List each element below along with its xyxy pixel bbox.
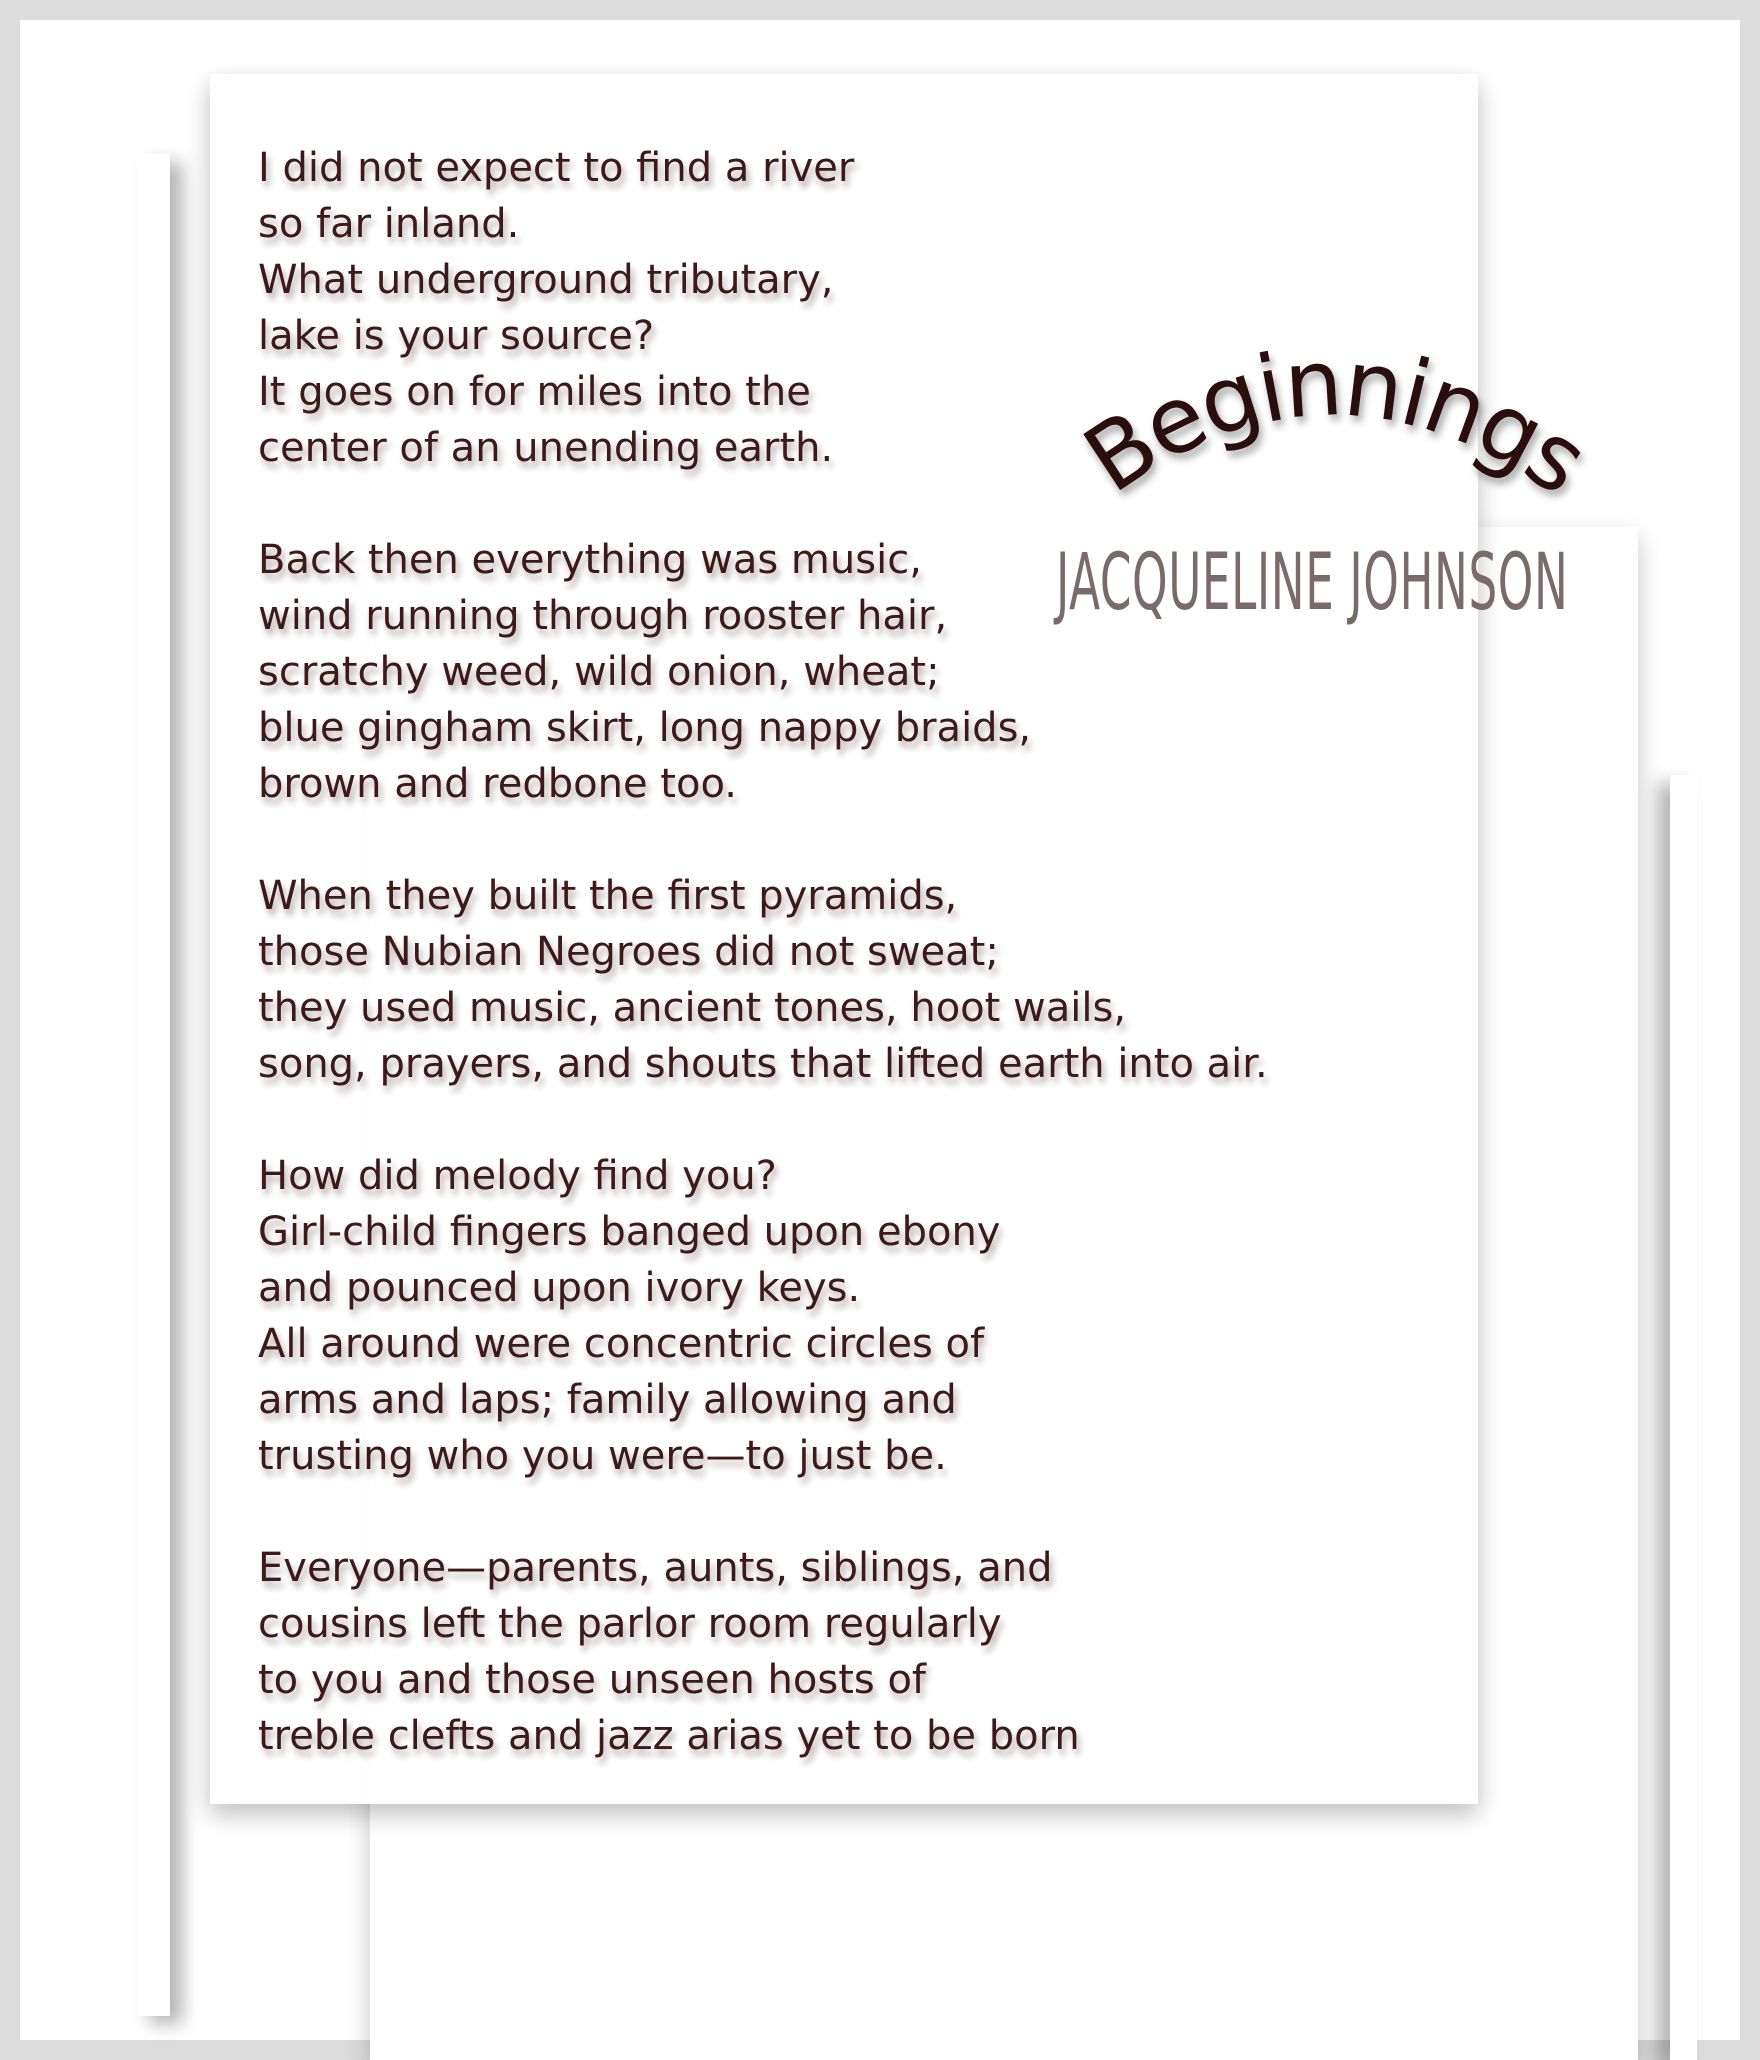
poem-line: lake is your source? xyxy=(258,313,655,359)
poem-line: What underground tributary, xyxy=(258,257,834,303)
poem-line: I did not expect to find a river xyxy=(258,145,855,191)
poem-line: Back then everything was music, xyxy=(258,537,922,583)
poem-line: so far inland. xyxy=(258,201,520,247)
poem-line: When they built the first pyramids, xyxy=(258,873,958,919)
poem-line: Everyone—parents, aunts, siblings, and xyxy=(258,1545,1053,1591)
poem-line: cousins left the parlor room regularly xyxy=(258,1601,1002,1647)
poem-line: trusting who you were—to just be. xyxy=(258,1433,947,1479)
poem-stanza-5 xyxy=(258,1540,1458,1764)
poem-line: treble clefts and jazz arias yet to be born xyxy=(258,1713,1080,1759)
poem-title-arc xyxy=(1060,329,1620,540)
poem-line: How did melody find you? xyxy=(258,1153,777,1199)
poem-line: song, prayers, and shouts that lifted earth into air. xyxy=(258,1041,1268,1087)
poem-line: and pounced upon ivory keys. xyxy=(258,1265,861,1311)
poem-line: It goes on for miles into the xyxy=(258,369,811,415)
poem-line: arms and laps; family allowing and xyxy=(258,1377,957,1423)
poem-author: JACQUELINE JOHNSON xyxy=(1056,538,1569,628)
poem-title-text: Beginnings xyxy=(1065,329,1604,515)
poem-line: brown and redbone too. xyxy=(258,761,737,807)
poem-line: they used music, ancient tones, hoot wails, xyxy=(258,985,1127,1031)
decorative-bar-right xyxy=(1670,775,1697,2060)
poem-line: wind running through rooster hair, xyxy=(258,593,948,639)
poem-line: to you and those unseen hosts of xyxy=(258,1657,927,1703)
poem-line: All around were concentric circles of xyxy=(258,1321,985,1367)
poem-title xyxy=(1066,329,1604,514)
poem-line: those Nubian Negroes did not sweat; xyxy=(258,929,999,975)
poem-line: center of an unending earth. xyxy=(258,425,834,471)
poem-line: scratchy weed, wild onion, wheat; xyxy=(258,649,940,695)
decorative-bar-left xyxy=(137,154,170,2016)
poem-stanza-3 xyxy=(258,868,1458,1092)
poem-line: blue gingham skirt, long nappy braids, xyxy=(258,705,1032,751)
poem-stanza-4 xyxy=(258,1148,1458,1484)
poem-line: Girl-child fingers banged upon ebony xyxy=(258,1209,1001,1255)
